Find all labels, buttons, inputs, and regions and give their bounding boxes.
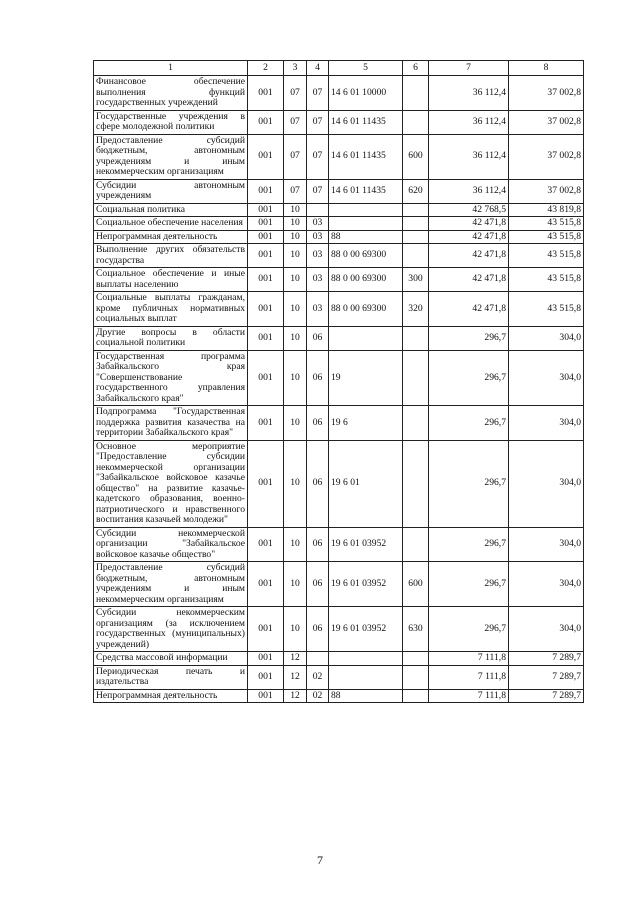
- row-ministry: 001: [248, 665, 284, 689]
- row-ministry: 001: [248, 562, 284, 607]
- row-expense-type: [403, 76, 429, 111]
- row-expense-type: 620: [403, 179, 429, 203]
- row-value-year2: 7 289,7: [509, 652, 584, 666]
- row-subsection: 07: [307, 76, 329, 111]
- row-name: Периодическая печать и издательства: [94, 665, 248, 689]
- row-value-year2: 304,0: [509, 607, 584, 652]
- row-subsection: 02: [307, 665, 329, 689]
- row-subsection: 06: [307, 562, 329, 607]
- row-ministry: 001: [248, 76, 284, 111]
- row-section: 10: [284, 217, 307, 231]
- row-target-article: 14 6 01 10000: [329, 76, 403, 111]
- row-ministry: 001: [248, 350, 284, 406]
- row-name: Государственные учреждения в сфере молодежной политики: [94, 110, 248, 134]
- row-value-year2: 7 289,7: [509, 689, 584, 703]
- row-ministry: 001: [248, 440, 284, 527]
- row-expense-type: [403, 217, 429, 231]
- row-ministry: 001: [248, 607, 284, 652]
- row-name: Субсидии некоммерческой организации "Забайкальское войсковое казачье общество": [94, 527, 248, 562]
- row-value-year2: 43 819,8: [509, 203, 584, 217]
- row-subsection: 06: [307, 607, 329, 652]
- row-section: 10: [284, 527, 307, 562]
- row-name: Непрограммная деятельность: [94, 689, 248, 703]
- row-value-year1: 42 471,8: [429, 292, 509, 327]
- row-subsection: 06: [307, 326, 329, 350]
- row-value-year1: 36 112,4: [429, 134, 509, 179]
- row-name: Средства массовой информации: [94, 652, 248, 666]
- row-target-article: 88 0 00 69300: [329, 244, 403, 268]
- row-section: 10: [284, 230, 307, 244]
- table-row: [94, 217, 584, 231]
- row-value-year2: 304,0: [509, 440, 584, 527]
- row-name: Другие вопросы в области социальной политики: [94, 326, 248, 350]
- row-value-year2: 37 002,8: [509, 134, 584, 179]
- row-expense-type: [403, 244, 429, 268]
- row-expense-type: [403, 350, 429, 406]
- row-value-year1: 42 471,8: [429, 244, 509, 268]
- row-subsection: 03: [307, 268, 329, 292]
- row-section: 07: [284, 134, 307, 179]
- row-section: 10: [284, 268, 307, 292]
- row-value-year1: 42 471,8: [429, 217, 509, 231]
- row-value-year2: 37 002,8: [509, 110, 584, 134]
- row-target-article: 14 6 01 11435: [329, 179, 403, 203]
- row-ministry: 001: [248, 110, 284, 134]
- row-expense-type: [403, 665, 429, 689]
- row-name: Социальные выплаты гражданам, кроме публичных нормативных социальных выплат: [94, 292, 248, 327]
- row-expense-type: 630: [403, 607, 429, 652]
- row-name: Непрограммная деятельность: [94, 230, 248, 244]
- row-ministry: 001: [248, 326, 284, 350]
- row-ministry: 001: [248, 527, 284, 562]
- col-header-3: 3: [284, 61, 307, 76]
- row-ministry: 001: [248, 134, 284, 179]
- row-value-year2: 7 289,7: [509, 665, 584, 689]
- row-subsection: 03: [307, 230, 329, 244]
- table-row: [94, 665, 584, 689]
- row-name: Подпрограмма "Государственная поддержка развития казачества на территории Забайкальского края": [94, 406, 248, 441]
- row-ministry: 001: [248, 292, 284, 327]
- row-value-year2: 37 002,8: [509, 76, 584, 111]
- row-name: Предоставление субсидий бюджетным, автономным учреждениям и иным некоммерческим организациям: [94, 562, 248, 607]
- row-name: Субсидии некоммерческим организациям (за исключением государственных (муниципальных) учреждений): [94, 607, 248, 652]
- row-section: 10: [284, 350, 307, 406]
- row-subsection: 03: [307, 244, 329, 268]
- row-value-year2: 43 515,8: [509, 244, 584, 268]
- row-subsection: [307, 652, 329, 666]
- row-value-year2: 304,0: [509, 406, 584, 441]
- row-section: 07: [284, 76, 307, 111]
- row-section: 12: [284, 689, 307, 703]
- table-row: [94, 134, 584, 179]
- col-header-1: 1: [94, 61, 248, 76]
- row-subsection: 06: [307, 527, 329, 562]
- row-target-article: [329, 665, 403, 689]
- row-name: Предоставление субсидий бюджетным, автономным учреждениям и иным некоммерческим организациям: [94, 134, 248, 179]
- row-section: 10: [284, 607, 307, 652]
- row-subsection: 07: [307, 134, 329, 179]
- row-target-article: 19 6: [329, 406, 403, 441]
- row-section: 10: [284, 562, 307, 607]
- row-value-year2: 37 002,8: [509, 179, 584, 203]
- row-expense-type: [403, 406, 429, 441]
- row-section: 07: [284, 179, 307, 203]
- row-value-year1: 7 111,8: [429, 689, 509, 703]
- row-section: 10: [284, 406, 307, 441]
- row-value-year1: 296,7: [429, 562, 509, 607]
- col-header-7: 7: [429, 61, 509, 76]
- row-target-article: 14 6 01 11435: [329, 134, 403, 179]
- table-row: [94, 244, 584, 268]
- row-section: 10: [284, 440, 307, 527]
- row-value-year1: 296,7: [429, 406, 509, 441]
- row-value-year1: 36 112,4: [429, 110, 509, 134]
- row-value-year2: 304,0: [509, 527, 584, 562]
- table-row: [94, 76, 584, 111]
- row-value-year1: 36 112,4: [429, 179, 509, 203]
- table-row: [94, 440, 584, 527]
- row-target-article: 88 0 00 69300: [329, 292, 403, 327]
- row-section: 12: [284, 665, 307, 689]
- row-expense-type: [403, 689, 429, 703]
- row-target-article: [329, 203, 403, 217]
- row-expense-type: 300: [403, 268, 429, 292]
- row-ministry: 001: [248, 179, 284, 203]
- row-value-year2: 43 515,8: [509, 268, 584, 292]
- row-value-year1: 7 111,8: [429, 652, 509, 666]
- row-target-article: 19: [329, 350, 403, 406]
- row-section: 07: [284, 110, 307, 134]
- row-value-year1: 296,7: [429, 440, 509, 527]
- row-subsection: 03: [307, 217, 329, 231]
- row-expense-type: [403, 326, 429, 350]
- row-ministry: 001: [248, 244, 284, 268]
- row-name: Выполнение других обязательств государства: [94, 244, 248, 268]
- row-target-article: [329, 217, 403, 231]
- table-row: [94, 203, 584, 217]
- row-value-year2: 43 515,8: [509, 230, 584, 244]
- table-row: [94, 326, 584, 350]
- row-expense-type: 320: [403, 292, 429, 327]
- row-subsection: 02: [307, 689, 329, 703]
- table-row: [94, 268, 584, 292]
- row-value-year2: 43 515,8: [509, 217, 584, 231]
- col-header-6: 6: [403, 61, 429, 76]
- row-value-year2: 304,0: [509, 350, 584, 406]
- row-section: 10: [284, 203, 307, 217]
- row-target-article: 19 6 01 03952: [329, 562, 403, 607]
- row-ministry: 001: [248, 652, 284, 666]
- row-name: Социальное обеспечение населения: [94, 217, 248, 231]
- table-row: [94, 350, 584, 406]
- row-expense-type: [403, 527, 429, 562]
- row-subsection: 06: [307, 440, 329, 527]
- row-ministry: 001: [248, 203, 284, 217]
- row-subsection: 06: [307, 406, 329, 441]
- col-header-5: 5: [329, 61, 403, 76]
- row-ministry: 001: [248, 406, 284, 441]
- table-row: [94, 110, 584, 134]
- row-expense-type: 600: [403, 562, 429, 607]
- row-value-year1: 296,7: [429, 527, 509, 562]
- row-name: Финансовое обеспечение выполнения функций государственных учреждений: [94, 76, 248, 111]
- row-subsection: [307, 203, 329, 217]
- row-expense-type: [403, 230, 429, 244]
- table-row: [94, 406, 584, 441]
- col-header-4: 4: [307, 61, 329, 76]
- row-target-article: [329, 326, 403, 350]
- row-target-article: 88: [329, 230, 403, 244]
- row-ministry: 001: [248, 230, 284, 244]
- table-body: [94, 76, 584, 703]
- row-value-year2: 304,0: [509, 326, 584, 350]
- table-row: [94, 607, 584, 652]
- row-value-year1: 42 768,5: [429, 203, 509, 217]
- budget-table: [93, 60, 584, 703]
- row-target-article: 88: [329, 689, 403, 703]
- row-value-year1: 296,7: [429, 607, 509, 652]
- row-name: Субсидии автономным учреждениям: [94, 179, 248, 203]
- row-section: 10: [284, 292, 307, 327]
- row-value-year1: 7 111,8: [429, 665, 509, 689]
- row-expense-type: [403, 203, 429, 217]
- row-value-year1: 36 112,4: [429, 76, 509, 111]
- table-row: [94, 292, 584, 327]
- row-target-article: 19 6 01: [329, 440, 403, 527]
- row-value-year2: 43 515,8: [509, 292, 584, 327]
- row-value-year1: 296,7: [429, 326, 509, 350]
- row-ministry: 001: [248, 217, 284, 231]
- row-subsection: 03: [307, 292, 329, 327]
- row-name: Государственная программа Забайкальского края "Совершенствование государственного управления Забайкальского края": [94, 350, 248, 406]
- row-subsection: 07: [307, 179, 329, 203]
- row-target-article: 88 0 00 69300: [329, 268, 403, 292]
- table-row: [94, 527, 584, 562]
- row-value-year1: 296,7: [429, 350, 509, 406]
- row-section: 10: [284, 326, 307, 350]
- row-target-article: 14 6 01 11435: [329, 110, 403, 134]
- row-expense-type: [403, 652, 429, 666]
- row-value-year1: 42 471,8: [429, 230, 509, 244]
- row-target-article: 19 6 01 03952: [329, 607, 403, 652]
- row-expense-type: 600: [403, 134, 429, 179]
- col-header-2: 2: [248, 61, 284, 76]
- row-name: Социальная политика: [94, 203, 248, 217]
- row-target-article: [329, 652, 403, 666]
- row-expense-type: [403, 440, 429, 527]
- row-value-year2: 304,0: [509, 562, 584, 607]
- row-name: Основное мероприятие "Предоставление субсидии некоммерческой организации "Забайкальское войсковое казачье общество" на развитие казачье-кадетского образования, военно-патриотического и нравственного воспитания казачьей молодежи": [94, 440, 248, 527]
- table-row: [94, 689, 584, 703]
- row-value-year1: 42 471,8: [429, 268, 509, 292]
- header-row: [94, 61, 584, 76]
- row-expense-type: [403, 110, 429, 134]
- page-number: 7: [317, 853, 323, 867]
- col-header-8: 8: [509, 61, 584, 76]
- table-row: [94, 652, 584, 666]
- table-row: [94, 562, 584, 607]
- table-row: [94, 230, 584, 244]
- row-section: 10: [284, 244, 307, 268]
- row-section: 12: [284, 652, 307, 666]
- table-row: [94, 179, 584, 203]
- row-target-article: 19 6 01 03952: [329, 527, 403, 562]
- row-name: Социальное обеспечение и иные выплаты населению: [94, 268, 248, 292]
- row-subsection: 06: [307, 350, 329, 406]
- row-subsection: 07: [307, 110, 329, 134]
- row-ministry: 001: [248, 268, 284, 292]
- row-ministry: 001: [248, 689, 284, 703]
